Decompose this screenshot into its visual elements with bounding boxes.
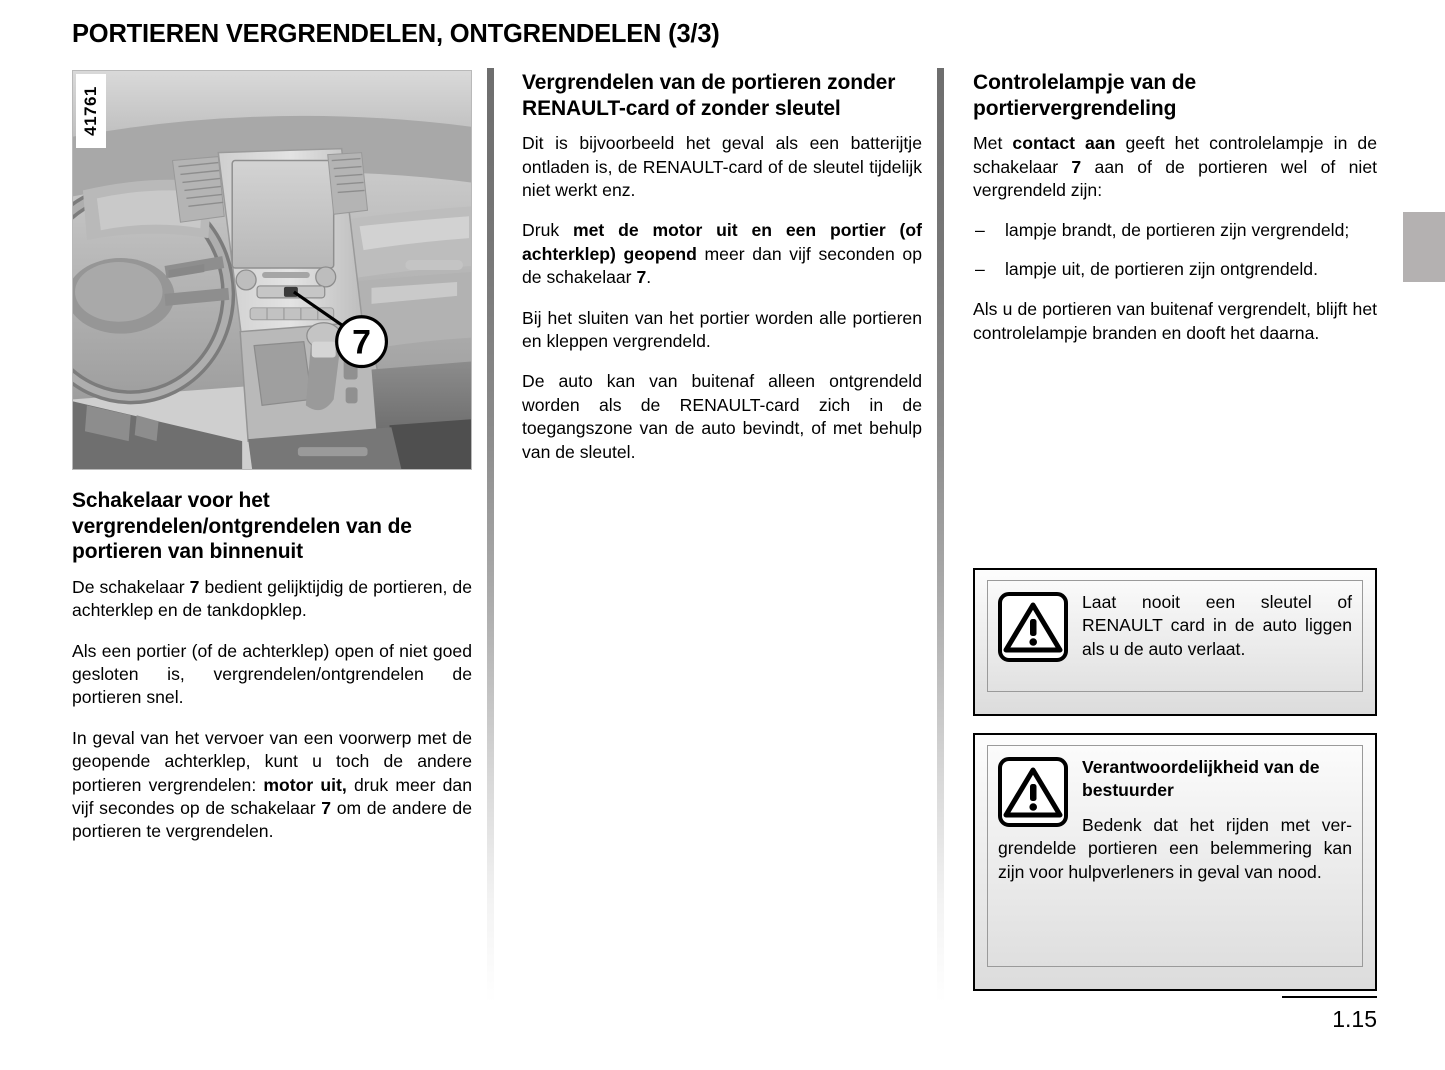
list-item: – lampje uit, de portieren zijn ontgrendeld. — [973, 258, 1377, 281]
left-column-heading: Schakelaar voor het vergrendelen/ontgrendelen van de portieren van binnenuit — [72, 489, 412, 564]
warning-title: Verantwoordelijkheid van de bestuurder — [1082, 757, 1320, 800]
paragraph: Dit is bijvoorbeeld het geval als een batterijtje ontladen is, de RENAULT-card of de sleutel tijdelijk niet werkt enz. — [522, 133, 922, 200]
paragraph: Druk met de motor uit en een portier (of achterklep) geopend meer dan vijf seconden op de schakelaar 7. — [522, 220, 922, 288]
paragraph: Bij het sluiten van het portier worden alle portieren en kleppen vergrendeld. — [522, 307, 922, 351]
middle-column — [522, 70, 922, 464]
right-column-intro: Met contact aan geeft het controlelampje in de schakelaar 7 aan of de portieren wel of niet vergrendeld zijn: — [973, 133, 1378, 200]
page-number: 1.15 — [1332, 1006, 1377, 1032]
left-column — [72, 70, 472, 844]
right-column — [973, 70, 1377, 345]
page-title: PORTIEREN VERGRENDELEN, ONTGRENDELEN (3/3) — [72, 20, 720, 48]
paragraph: De auto kan van buitenaf alleen ontgrendeld worden als de RENAULT-card zich in de toegangszone van de auto bevindt, of met behulp van de sleutel. — [522, 371, 922, 462]
dashboard-illustration — [73, 71, 471, 469]
warning-box-inner — [987, 580, 1363, 692]
column-divider-right — [937, 68, 944, 1003]
warning-text: Laat nooit een sleutel of RENAULT card in de auto liggen als u de auto verlaat. — [1082, 592, 1352, 659]
warning-text: Bedenk dat het rijden met vergrendelde portieren een belemmering kan zijn voor hulpverleners in geval van nood. — [998, 814, 1352, 882]
paragraph: In geval van het vervoer van een voorwerp met de geopende achterklep, kunt u toch de andere portieren vergrendelen: motor uit, druk meer dan vijf secondes op de schakelaar 7 om de andere de portieren te vergrendelen. — [72, 727, 472, 842]
section-edge-tab — [1403, 212, 1445, 282]
left-column-body — [72, 576, 472, 844]
figure-number: 41761 — [76, 74, 106, 148]
paragraph: De schakelaar 7 bedient gelijktijdig de portieren, de achterklep en de tankdopklep. — [72, 576, 472, 621]
column-divider-left — [487, 68, 494, 1003]
warning-triangle-icon — [998, 757, 1068, 827]
footer-rule — [1282, 996, 1377, 998]
warning-triangle-icon — [998, 592, 1068, 662]
middle-column-body — [522, 132, 922, 464]
list-dash: – — [975, 258, 985, 279]
dashboard-figure — [72, 70, 472, 470]
list-item: – lampje brandt, de portieren zijn vergrendeld; — [973, 219, 1377, 242]
indicator-states-list — [973, 219, 1377, 281]
middle-column-heading: Vergrendelen van de portieren zonder RENAULT-card of zonder sleutel — [522, 71, 896, 120]
list-dash: – — [975, 220, 985, 241]
warning-box-inner — [987, 745, 1363, 967]
right-column-outro: Als u de portieren van buitenaf vergrendelt, blijft het controlelampje branden en dooft het daarna. — [973, 299, 1377, 343]
figure-callout-7: 7 — [352, 323, 371, 362]
warning-box-driver-responsibility — [973, 733, 1377, 991]
right-column-heading: Controlelampje van de portiervergrendeling — [973, 71, 1197, 120]
warning-box-key-in-car — [973, 568, 1377, 716]
paragraph: Als een portier (of de achterklep) open of niet goed gesloten is, vergrendelen/ontgrendelen de portieren snel. — [72, 640, 472, 708]
